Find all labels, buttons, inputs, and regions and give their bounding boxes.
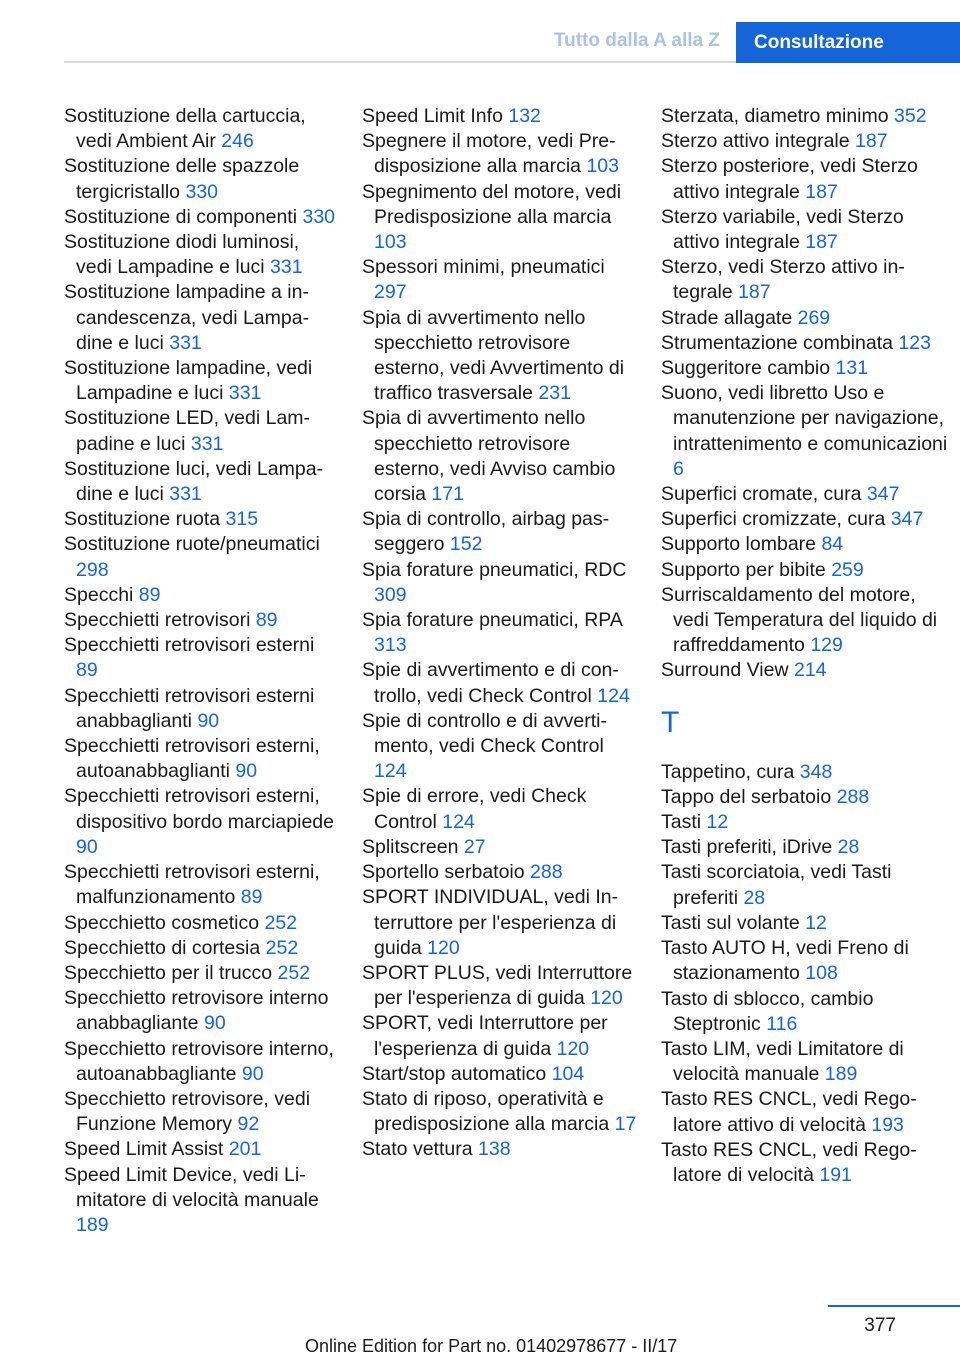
page-reference-link[interactable]: 298	[76, 558, 109, 581]
page-reference-link[interactable]: 297	[374, 281, 407, 304]
index-entry-text: SPORT INDIVIDUAL, vedi Interruttore per l'esperienza di guida	[362, 886, 619, 959]
index-entry	[661, 558, 951, 583]
index-entry-text: Sterzo attivo integrale	[661, 130, 850, 153]
index-entry	[64, 154, 339, 204]
page-reference-link[interactable]: 89	[138, 583, 161, 606]
index-entry-text: Specchietti retrovisori esterni, autoanabbaglianti	[64, 735, 320, 783]
index-entry-text: Spia di avvertimento nello specchietto retrovisore esterno, vedi Avviso cambio corsia	[362, 407, 616, 506]
page-reference-link[interactable]: 331	[270, 256, 303, 279]
index-entry-text: Tasto di sblocco, cambio Steptronic	[661, 987, 874, 1035]
index-entry-text: Spia di controllo, airbag passeggero	[362, 508, 610, 556]
index-entry-text: Sostituzione luci, vedi Lampadine e luci	[64, 457, 324, 506]
index-entry	[362, 784, 637, 834]
page-reference-link[interactable]: 187	[805, 231, 838, 254]
page-reference-link[interactable]: 129	[810, 634, 843, 657]
index-entry	[661, 987, 951, 1037]
page-reference-link[interactable]: 313	[374, 634, 407, 657]
page-reference-link[interactable]: 187	[805, 180, 838, 203]
index-entry-text: Specchietto retrovisore interno, autoanabbagliante	[64, 1037, 334, 1085]
index-entry-text: SPORT, vedi Interruttore per l'esperienza di guida	[362, 1012, 608, 1060]
page-reference-link[interactable]: 89	[255, 609, 278, 632]
index-entry-text: Specchietto cosmetico	[64, 911, 260, 934]
page-reference-link[interactable]: 269	[797, 306, 831, 329]
index-entry	[64, 986, 339, 1036]
index-entry	[64, 860, 339, 910]
index-entry	[362, 835, 637, 860]
index-entry-text: Tasto LIM, vedi Limitatore di velocità manuale	[661, 1037, 904, 1086]
index-entry	[661, 760, 951, 785]
index-entry	[362, 658, 637, 708]
page-reference-link[interactable]: 330	[185, 180, 219, 203]
index-entry-text: Supporto lombare	[661, 533, 817, 556]
page-reference-link[interactable]: 331	[228, 382, 262, 405]
index-entry-text: Spia forature pneumatici, RDC	[362, 558, 627, 581]
section-letter: T	[661, 705, 680, 739]
index-entry	[362, 961, 637, 1011]
page-reference-link[interactable]: 347	[890, 508, 924, 531]
index-entry	[661, 1138, 951, 1188]
index-entry	[362, 104, 637, 129]
index-entry	[64, 1137, 339, 1162]
index-entry	[661, 482, 951, 507]
index-entry	[64, 205, 339, 230]
page-reference-link[interactable]: 124	[442, 810, 475, 833]
index-entry-text: Stato vettura	[362, 1138, 473, 1161]
index-entry	[362, 860, 637, 885]
index-entry-text: Sostituzione di componenti	[64, 205, 298, 228]
index-entry-text: Tasto AUTO H, vedi Freno di stazionamento	[661, 937, 909, 985]
index-entry-text: Tappo del serbatoio	[661, 785, 832, 808]
index-entry	[661, 860, 951, 910]
page-reference-link[interactable]: 132	[508, 105, 541, 127]
index-entry-text: Specchietti retrovisori esterni, malfunzionamento	[64, 861, 320, 909]
index-entry	[64, 507, 339, 532]
page-reference-link[interactable]: 191	[819, 1163, 852, 1186]
index-entry	[362, 709, 637, 785]
index-entry-text: Specchietto retrovisore interno anabbagliante	[64, 987, 329, 1035]
index-entry	[64, 784, 339, 860]
page-reference-link[interactable]: 331	[190, 432, 224, 455]
index-entry	[64, 406, 339, 456]
page-reference-link[interactable]: 12	[706, 811, 729, 834]
page-reference-link[interactable]: 90	[235, 760, 258, 783]
index-entry	[661, 331, 951, 356]
index-entry-text: Sostituzione della cartuccia, vedi Ambient Air	[64, 105, 306, 153]
index-entry-text: Speed Limit Assist	[64, 1138, 224, 1161]
index-entry	[661, 104, 951, 129]
index-entry	[362, 558, 637, 608]
index-entry	[661, 835, 951, 860]
page-reference-link[interactable]: 352	[894, 105, 927, 127]
page-reference-link[interactable]: 231	[538, 382, 571, 405]
index-entry-text: Sostituzione delle spazzole tergicristallo	[64, 155, 300, 203]
index-entry	[661, 658, 951, 683]
page-reference-link[interactable]: 288	[530, 861, 563, 884]
page-reference-link[interactable]: 28	[743, 886, 766, 909]
page-reference-link[interactable]: 90	[203, 1012, 226, 1035]
page-reference-link[interactable]: 309	[374, 583, 407, 606]
index-entry-text: Spie di avvertimento e di controllo, vedi Check Control	[362, 659, 619, 707]
footer-rule	[828, 1305, 960, 1307]
index-entry	[661, 154, 951, 204]
index-entry	[661, 255, 951, 305]
index-entry	[362, 1062, 637, 1087]
index-entry	[64, 734, 339, 784]
index-entry-text: Sostituzione lampadine a incandescenza, vedi Lampadine e luci	[64, 281, 310, 354]
page-reference-link[interactable]: 92	[237, 1113, 260, 1136]
index-entry-text: Sostituzione ruote/pneumatici	[64, 533, 320, 556]
index-entry	[362, 180, 637, 256]
page-reference-link[interactable]: 17	[614, 1113, 637, 1136]
index-entry	[362, 129, 637, 179]
index-entry-text: Specchietti retrovisori esterni	[64, 634, 315, 657]
page-reference-link[interactable]: 331	[169, 331, 202, 354]
index-entry-text: Strade allagate	[661, 306, 793, 329]
page-reference-link[interactable]: 12	[805, 911, 827, 934]
index-entry	[64, 684, 339, 734]
index-entry	[64, 1163, 339, 1239]
page-reference-link[interactable]: 90	[197, 709, 220, 732]
header-section-title: Tutto dalla A alla Z	[553, 30, 720, 51]
index-entry	[64, 633, 339, 683]
page-reference-link[interactable]: 330	[302, 205, 336, 228]
index-entry-text: Speed Limit Device, vedi Limitatore di velocità manuale	[64, 1163, 319, 1211]
index-entry	[64, 104, 339, 154]
index-entry-text: Spia forature pneumatici, RPA	[362, 609, 622, 632]
page-reference-link[interactable]: 28	[837, 836, 860, 859]
index-entry-text: Sostituzione LED, vedi Lampadine e luci	[64, 407, 311, 455]
index-entry	[661, 532, 951, 557]
index-entry	[362, 507, 637, 557]
page-reference-link[interactable]: 124	[374, 760, 407, 783]
index-entry	[362, 406, 637, 507]
index-entry-text: Sostituzione ruota	[64, 508, 221, 531]
index-entry	[661, 583, 951, 659]
index-entry	[64, 911, 339, 936]
index-entry-text: Specchietti retrovisori esterni anabbaglianti	[64, 684, 315, 732]
page-reference-link[interactable]: 123	[898, 331, 931, 354]
page-reference-link[interactable]: 201	[228, 1138, 262, 1161]
index-entry-text: Tasti	[661, 811, 702, 834]
page-reference-link[interactable]: 120	[590, 987, 623, 1010]
index-entry-text: Specchietto retrovisore, vedi Funzione Memory	[64, 1087, 311, 1136]
index-entry	[362, 1011, 637, 1061]
index-entry-text: Spessori minimi, pneumatici	[362, 256, 605, 279]
page-reference-link[interactable]: 108	[805, 962, 838, 985]
page-reference-link[interactable]: 171	[431, 483, 464, 506]
index-entry	[64, 280, 339, 356]
index-entry-text: Stato di riposo, operatività e predisposizione alla marcia	[362, 1087, 610, 1136]
index-entry-text: Spegnimento del motore, vedi Predisposizione alla marcia	[362, 180, 622, 228]
index-column-2	[362, 104, 637, 1163]
index-entry-text: Tasto RES CNCL, vedi Regolatore attivo di velocità	[661, 1088, 917, 1136]
page-reference-link[interactable]: 120	[427, 936, 460, 959]
page-reference-link[interactable]: 27	[463, 835, 486, 858]
page-number: 377	[864, 1315, 896, 1336]
index-entry	[661, 356, 951, 381]
page-reference-link[interactable]: 193	[871, 1113, 904, 1136]
index-entry	[362, 885, 637, 961]
index-entry	[661, 785, 951, 810]
page-reference-link[interactable]: 187	[855, 130, 888, 153]
header-tab-consultazione: Consultazione	[736, 22, 960, 63]
page-reference-link[interactable]: 104	[551, 1062, 585, 1085]
index-entry	[64, 961, 339, 986]
index-entry	[64, 457, 339, 507]
index-entry-text: Start/stop automatico	[362, 1062, 547, 1085]
index-entry	[362, 1137, 637, 1162]
page-reference-link[interactable]: 138	[478, 1138, 511, 1161]
index-entry-text: Suono, vedi libretto Uso e manutenzione per navigazione, intrattenimento e comunicazioni	[661, 382, 948, 455]
page-reference-link[interactable]: 347	[866, 483, 900, 506]
page-reference-link[interactable]: 103	[374, 231, 407, 254]
index-entry	[362, 255, 637, 305]
index-entry-text: SPORT PLUS, vedi Interruttore per l'esperienza di guida	[362, 961, 633, 1010]
index-entry-text: Sterzata, diametro minimo	[661, 105, 889, 127]
page-reference-link[interactable]: 89	[240, 886, 263, 909]
index-entry-text: Tasto RES CNCL, vedi Regolatore di velocità	[661, 1138, 917, 1186]
index-entry-text: Sterzo posteriore, vedi Sterzo attivo integrale	[661, 155, 918, 203]
index-entry	[661, 129, 951, 154]
page-reference-link[interactable]: 6	[673, 457, 684, 480]
index-entry	[661, 911, 951, 936]
index-entry-text: Specchietto per il trucco	[64, 961, 273, 984]
page-reference-link[interactable]: 331	[169, 483, 202, 506]
page-reference-link[interactable]: 246	[221, 130, 254, 153]
index-entry-text: Spie di errore, vedi Check Control	[362, 785, 587, 833]
index-entry	[661, 810, 951, 835]
index-entry	[661, 205, 951, 255]
page-reference-link[interactable]: 103	[586, 155, 619, 178]
index-entry-text: Spia di avvertimento nello specchietto retrovisore esterno, vedi Avvertimento di traffico trasversale	[362, 306, 625, 405]
index-entry	[362, 306, 637, 407]
index-entry-text: Sportello serbatoio	[362, 861, 525, 884]
index-entry-text: Sostituzione diodi luminosi, vedi Lampadine e luci	[64, 231, 300, 279]
index-entry-text: Tasti preferiti, iDrive	[661, 836, 833, 859]
index-entry-text: Specchietti retrovisori	[64, 609, 251, 632]
edition-note: Online Edition for Part no. 01402978677 - II/17	[305, 1336, 678, 1356]
page-reference-link[interactable]: 124	[597, 684, 630, 707]
page-reference-link[interactable]: 189	[76, 1213, 109, 1236]
index-entry-text: Surround View	[661, 659, 789, 682]
page-reference-link[interactable]: 252	[264, 911, 298, 934]
index-entry-text: Sterzo variabile, vedi Sterzo attivo integrale	[661, 205, 904, 254]
page-reference-link[interactable]: 252	[277, 961, 311, 984]
index-entry-text: Supporto per bibite	[661, 558, 826, 581]
index-entry-text: Surriscaldamento del motore, vedi Temperatura del liquido di raffreddamento	[661, 583, 938, 657]
page-reference-link[interactable]: 187	[738, 281, 771, 304]
index-entry	[64, 1087, 339, 1137]
page-reference-link[interactable]: 152	[449, 533, 483, 556]
page-reference-link[interactable]: 116	[766, 1012, 798, 1035]
page-reference-link[interactable]: 89	[76, 659, 98, 682]
index-entry	[64, 608, 339, 633]
page-reference-link[interactable]: 90	[241, 1062, 264, 1085]
index-entry	[362, 1087, 637, 1137]
page-reference-link[interactable]: 315	[225, 508, 259, 531]
index-entry	[64, 583, 339, 608]
page-reference-link[interactable]: 259	[831, 558, 864, 581]
index-entry	[661, 381, 951, 482]
page-reference-link[interactable]: 131	[835, 357, 869, 380]
index-entry	[64, 356, 339, 406]
index-entry	[661, 936, 951, 986]
index-entry-text: Specchi	[64, 583, 134, 606]
page-reference-link[interactable]: 348	[799, 760, 833, 783]
page-reference-link[interactable]: 120	[556, 1037, 590, 1060]
index-column-3	[661, 104, 951, 1188]
index-entry-text: Speed Limit Info	[362, 105, 503, 127]
index-entry-text: Tasti sul volante	[661, 911, 800, 934]
index-entry-text: Superfici cromate, cura	[661, 483, 862, 506]
index-entry-text: Superfici cromizzate, cura	[661, 508, 886, 531]
index-entry	[661, 1037, 951, 1087]
index-entry-text: Sostituzione lampadine, vedi Lampadine e luci	[64, 357, 313, 405]
page-reference-link[interactable]: 189	[824, 1063, 858, 1086]
index-entry	[64, 230, 339, 280]
page-reference-link[interactable]: 288	[836, 785, 870, 808]
page-reference-link[interactable]: 84	[821, 533, 844, 556]
index-entry-text: Spie di controllo e di avvertimento, vedi Check Control	[362, 709, 607, 758]
index-entry-text: Specchietti retrovisori esterni, dispositivo bordo marciapiede	[64, 785, 334, 833]
index-entry-text: Tappetino, cura	[661, 760, 795, 783]
index-entry	[64, 532, 339, 582]
index-entry-text: Tasti scorciatoia, vedi Tasti preferiti	[661, 861, 892, 909]
index-entry-text: Splitscreen	[362, 835, 459, 858]
page-reference-link[interactable]: 90	[76, 835, 98, 858]
index-entry	[661, 507, 951, 532]
page-reference-link[interactable]: 214	[793, 659, 827, 682]
index-entry	[64, 936, 339, 961]
index-entry-text: Specchietto di cortesia	[64, 936, 261, 959]
index-entry	[661, 1087, 951, 1137]
index-entry-text: Suggeritore cambio	[661, 357, 831, 380]
index-entry-text: Sterzo, vedi Sterzo attivo integrale	[661, 256, 905, 304]
index-entry	[661, 306, 951, 331]
index-entry	[64, 1037, 339, 1087]
index-column-1	[64, 104, 339, 1238]
index-entry-text: Spegnere il motore, vedi Predisposizione alla marcia	[362, 130, 616, 178]
index-entry	[362, 608, 637, 658]
page-reference-link[interactable]: 252	[265, 936, 299, 959]
index-entry-text: Strumentazione combinata	[661, 331, 893, 354]
